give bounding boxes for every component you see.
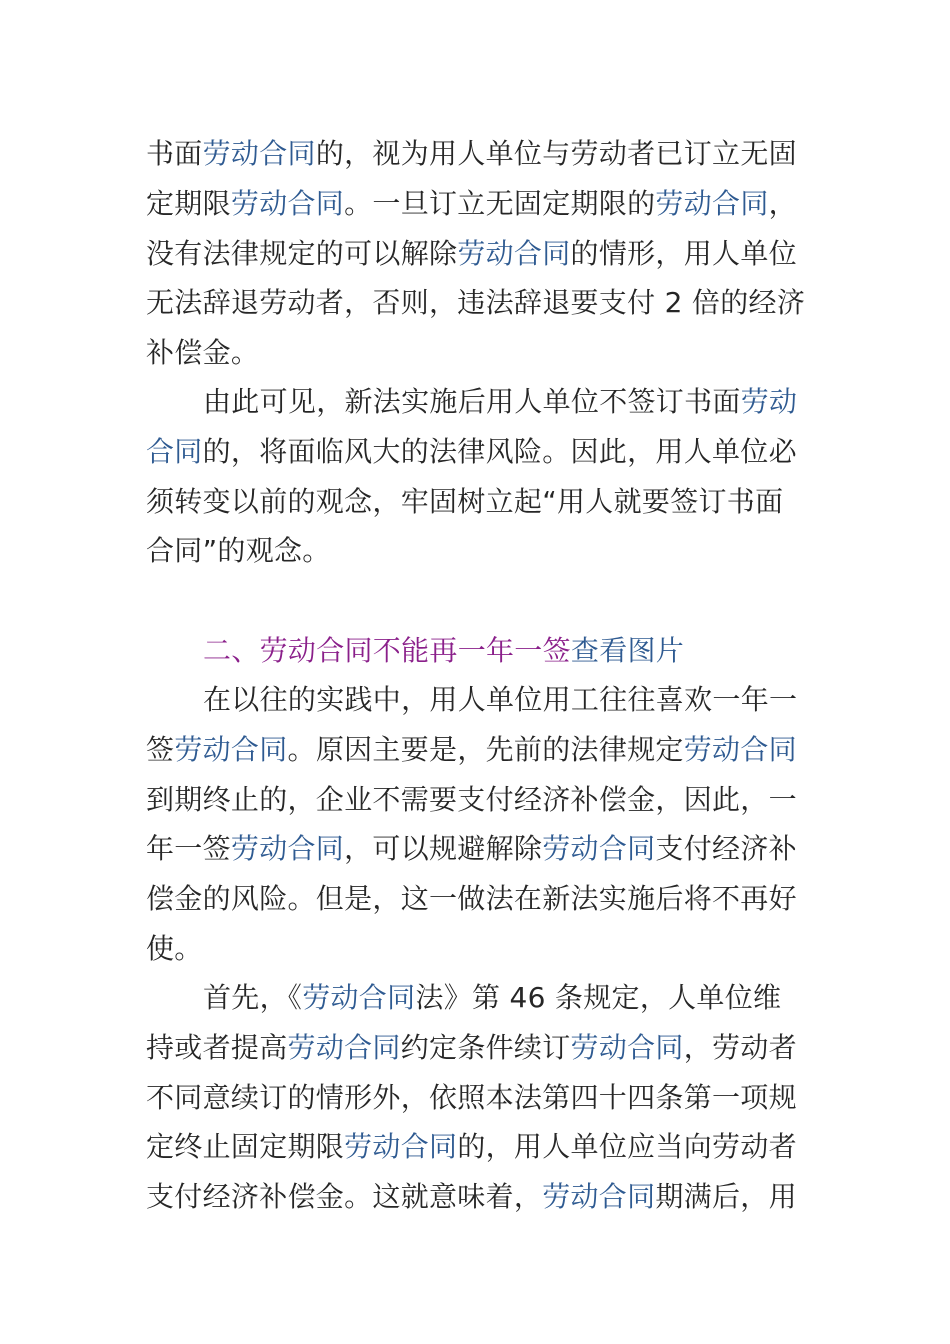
keyword-link-labor-contract[interactable]: 劳动合同 bbox=[655, 186, 769, 220]
paragraph-text: 首先，《 bbox=[203, 981, 303, 1014]
paragraph-text: ，可以规避解除 bbox=[344, 832, 543, 866]
paragraph-text: 法》第 46 条规定，人单位维持或者提高 bbox=[146, 981, 782, 1064]
paragraph-text: 书面 bbox=[146, 137, 203, 170]
paragraph-text: 约定条件续订 bbox=[400, 1030, 571, 1064]
paragraph-text: 由此可见，新法实施后用人单位不签订书面 bbox=[203, 385, 741, 418]
paragraph bbox=[146, 973, 808, 1222]
keyword-link-labor-contract[interactable]: 劳动合同 bbox=[542, 1180, 656, 1214]
keyword-link-labor-contract[interactable]: 劳动合同 bbox=[344, 1130, 458, 1164]
paragraph-text: ，劳动者不同意续订的情形外，依照本法第四十四条第一项规定终止固定期限 bbox=[146, 1030, 797, 1164]
keyword-link-labor-contract[interactable]: 劳动合同 bbox=[230, 832, 345, 866]
section-heading bbox=[146, 626, 808, 676]
paragraph-text: 的，用人单位应当向劳动者支付经济补偿金。这就意味着， bbox=[146, 1130, 797, 1214]
keyword-link-labor-contract[interactable]: 劳动合同 bbox=[174, 732, 288, 766]
paragraph-text: 在以往的实践中，用人单位用工往往喜欢一年一签 bbox=[146, 683, 798, 766]
paragraph-text: 的，将面临风大的法律风险。因此，用人单位必须转变以前的观念，牢固树立起“用人就要签订书面合同”的观念。 bbox=[146, 434, 797, 568]
heading-text: 二、劳动合同不能再一年一签 bbox=[203, 634, 571, 667]
paragraph bbox=[146, 675, 808, 974]
keyword-link-labor-contract[interactable]: 劳动合同 bbox=[202, 137, 316, 170]
keyword-link-labor-contract[interactable]: 劳动合同 bbox=[570, 1030, 684, 1064]
paragraph-text: 支付经济补偿金的风险。但是，这一做法在新法实施后将不再好使。 bbox=[146, 832, 797, 965]
paragraph bbox=[146, 129, 808, 378]
paragraph-text: 期满后，用 bbox=[655, 1180, 797, 1214]
paragraph-text: 。一旦订立无固定期限的 bbox=[344, 186, 656, 220]
view-image-link[interactable]: 查看图片 bbox=[570, 634, 685, 667]
paragraph-text: ，没有法律规定的可以解除 bbox=[146, 186, 797, 270]
paragraph-text: 到期终止的，企业不需要支付经济补偿金，因此，一年一签 bbox=[146, 782, 797, 866]
paragraph bbox=[146, 377, 808, 576]
paragraph-text: 的，视为用人单位与劳动者已订立无固定期限 bbox=[146, 137, 797, 220]
keyword-link-labor-contract[interactable]: 劳动合同 bbox=[230, 186, 345, 220]
paragraph-text: 。原因主要是，先前的法律规定 bbox=[287, 732, 684, 766]
paragraph-text: 的情形，用人单位无法辞退劳动者，否则，违法辞退要支付 2 倍的经济补偿金。 bbox=[146, 236, 806, 370]
keyword-link-labor-contract[interactable]: 劳动合同 bbox=[302, 981, 416, 1014]
keyword-link-labor-contract[interactable]: 劳动合同 bbox=[542, 832, 656, 866]
keyword-link-labor-contract[interactable]: 劳动合同 bbox=[146, 385, 798, 468]
keyword-link-labor-contract[interactable]: 劳动合同 bbox=[457, 236, 571, 270]
keyword-link-labor-contract[interactable]: 劳动合同 bbox=[287, 1030, 401, 1064]
keyword-link-labor-contract[interactable]: 劳动合同 bbox=[683, 732, 797, 766]
